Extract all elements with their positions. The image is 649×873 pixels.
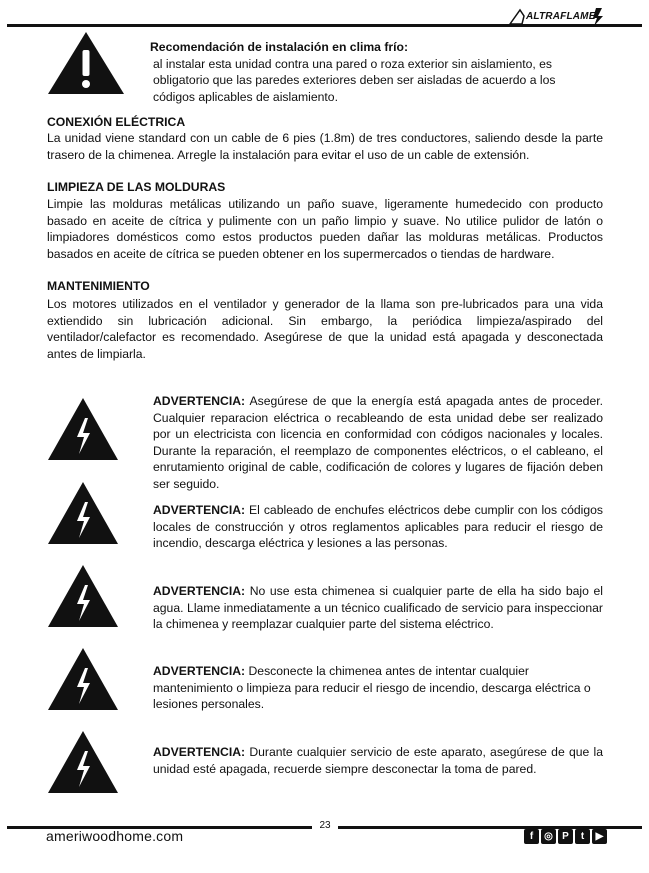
warning-4 — [153, 663, 603, 713]
warning-text: Durante cualquier servicio de este aparato, asegúrese de que la unidad esté apagada, recuerde siempre desconectar la toma de pared. — [153, 745, 603, 776]
cleaning-heading: LIMPIEZA DE LAS MOLDURAS — [47, 180, 226, 194]
electrical-text: La unidad viene standard con un cable de 6 pies (1.8m) de tres conductores, saliendo desde la parte trasero de la chimenea. Arregle la instalación para evitar el uso de un cable de extensión. — [47, 131, 603, 162]
caution-triangle-icon — [46, 30, 126, 96]
electric-hazard-icon — [46, 646, 120, 712]
warning-label: ADVERTENCIA: — [153, 664, 246, 678]
instagram-icon[interactable]: ◎ — [541, 829, 556, 844]
electrical-heading: CONEXIÓN ELÉCTRICA — [47, 115, 186, 129]
cold-climate-text: al instalar esta unidad contra una pared o roza exterior sin aislamiento, es obligatorio que las paredes exteriores deben ser aisladas de acuerdo a los códigos aplicables de aislamiento. — [153, 56, 556, 104]
warning-label: ADVERTENCIA: — [153, 745, 246, 759]
warning-3 — [153, 583, 603, 633]
youtube-icon[interactable]: ▶ — [592, 829, 607, 844]
warning-text: No use esta chimenea si cualquier parte de ella ha sido bajo el agua. Llame inmediatamente a un técnico cualificado de servicio para inspeccionar la chimenea y reemplazar cualquier parte del sistema eléctrico. — [153, 584, 603, 631]
electric-hazard-icon — [46, 729, 120, 795]
electric-hazard-icon — [46, 563, 120, 629]
warning-text: El cableado de enchufes eléctricos debe cumplir con los códigos locales de construcción y otros reglamentos aplicables para reducir el riesgo de incendio, descarga eléctrica y lesiones a las personas. — [153, 503, 603, 550]
cold-climate-block — [150, 39, 590, 105]
warning-1 — [153, 393, 603, 492]
warning-5 — [153, 744, 603, 777]
brand-name: ALTRAFLAME — [526, 11, 596, 22]
electric-hazard-icon — [46, 396, 120, 462]
warning-label: ADVERTENCIA: — [153, 503, 246, 517]
maintenance-heading: MANTENIMIENTO — [47, 279, 150, 293]
twitter-icon[interactable]: t — [575, 829, 590, 844]
page-number: 23 — [319, 820, 331, 831]
maintenance-text: Los motores utilizados en el ventilador y generador de la llama son pre-lubricados para una vida extiendido sin lubricación adicional. Sin embargo, la periódica limpieza/aspirado del ventilador/calefactor es recomendado. Asegúrese de que la unidad está apagada y desconectada antes de limpiarla. — [47, 297, 603, 361]
warning-label: ADVERTENCIA: — [153, 584, 246, 598]
cleaning-text: Limpie las molduras metálicas utilizando un paño suave, ligeramente humedecido con producto basado en aceite de cítrica y pulimente con un paño limpio y suave. No utilice pulidor de latón o limpiadores domésticos como estos productos pueden dañar las molduras metálicas. Productos basados en aceite de cítrica se pueden obtener en los supermercados o tiendas de hardware. — [47, 197, 603, 261]
website-link[interactable]: ameriwoodhome.com — [46, 828, 184, 844]
electric-hazard-icon — [46, 480, 120, 546]
pinterest-icon[interactable]: P — [558, 829, 573, 844]
social-icons — [524, 829, 607, 844]
warning-2 — [153, 502, 603, 552]
warning-text: Desconecte la chimenea antes de intentar cualquier mantenimiento o limpieza para reducir el riesgo de incendio, descarga eléctrica o lesiones personales. — [153, 664, 591, 711]
brand-logo — [508, 6, 608, 26]
cold-climate-title: Recomendación de instalación en clima frío: — [150, 40, 409, 54]
warning-text: Asegúrese de que la energía está apagada antes de proceder. Cualquier reparacion eléctrica o recableando de esta unidad debe ser realizado por un electricista con licencia en conformidad con códigos nacionales y locales. Durante la reparación, el reemplazo de componentes eléctricos, o el cableano, el enrutamiento original de cable, codificación de colores y lugares de fijación deben ser seguido. — [153, 394, 603, 491]
warning-label: ADVERTENCIA: — [153, 394, 246, 408]
facebook-icon[interactable]: f — [524, 829, 539, 844]
